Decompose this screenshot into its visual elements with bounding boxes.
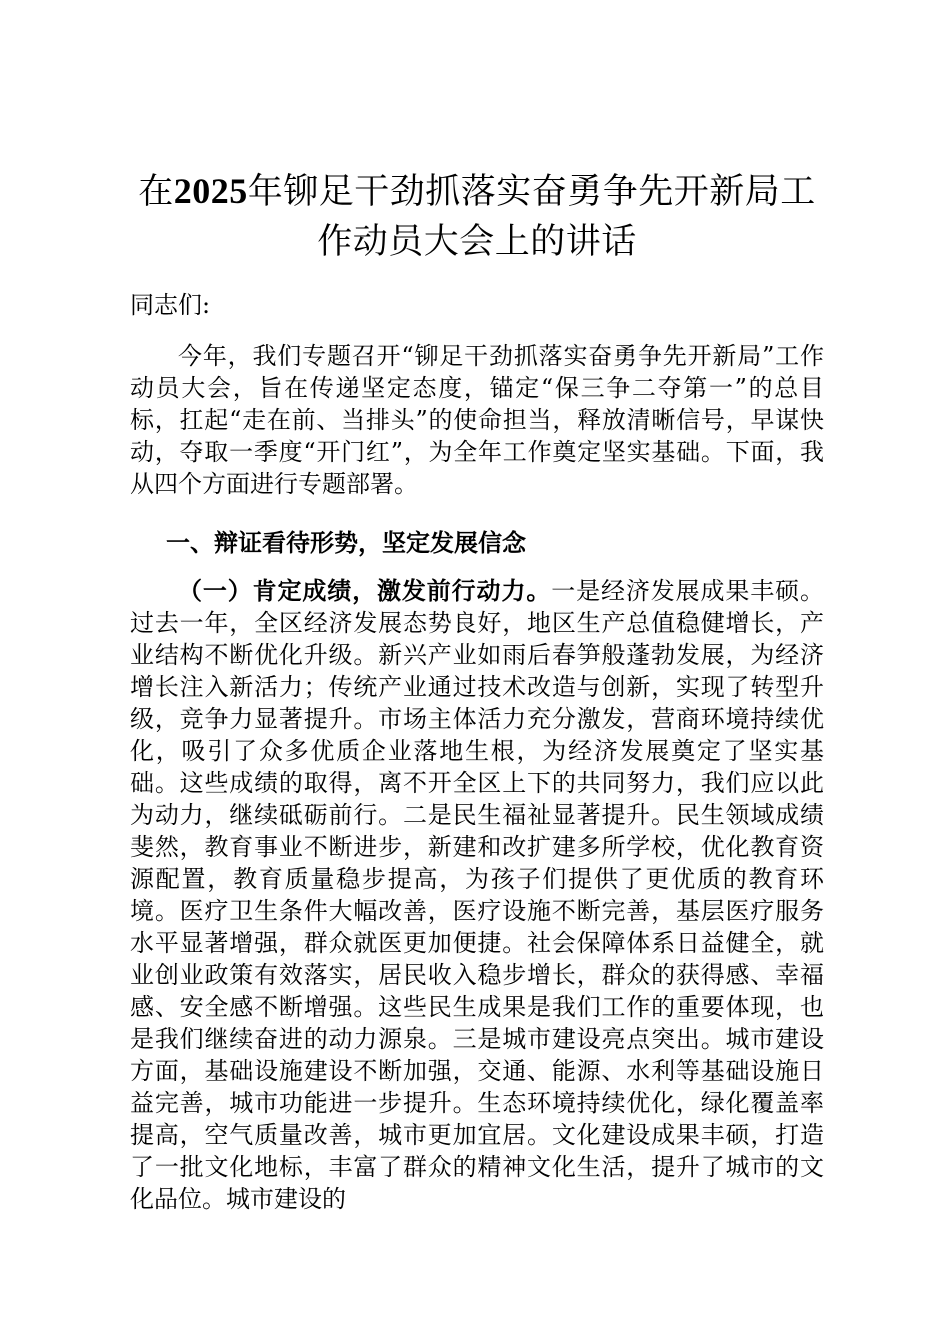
salutation: 同志们: — [130, 291, 211, 319]
title-year: 2025 — [173, 171, 248, 211]
intro-paragraph: 今年，我们专题召开“铆足干劲抓落实奋勇争先开新局”工作动员大会，旨在传递坚定态度，锚定“保三争二夺第一”的总目标，扛起“走在前、当排头”的使命担当，释放清晰信号，早谋快动，夺取一季度“开门红”，为全年工作奠定坚实基础。下面，我从四个方面进行专题部署。 — [130, 342, 824, 498]
document-content — [130, 166, 824, 1215]
subsection-body: 一是经济发展成果丰硕。过去一年，全区经济发展态势良好，地区生产总值稳健增长，产业结构不断优化升级。新兴产业如雨后春笋般蓬勃发展，为经济增长注入新活力；传统产业通过技术改造与创新，实现了转型升级，竞争力显著提升。市场主体活力充分激发，营商环境持续优化，吸引了众多优质企业落地生根，为经济发展奠定了坚实基础。这些成绩的取得，离不开全区上下的共同努力，我们应以此为动力，继续砥砺前行。二是民生福祉显著提升。民生领域成绩斐然，教育事业不断进步，新建和改扩建多所学校，优化教育资源配置，教育质量稳步提高，为孩子们提供了更优质的教育环境。医疗卫生条件大幅改善，医疗设施不断完善，基层医疗服务水平显著增强，群众就医更加便捷。社会保障体系日益健全，就业创业政策有效落实，居民收入稳步增长，群众的获得感、幸福感、安全感不断增强。这些民生成果是我们工作的重要体现，也是我们继续奋进的动力源泉。三是城市建设亮点突出。城市建设方面，基础设施建设不断加强，交通、能源、水利等基础设施日益完善，城市功能进一步提升。生态环境持续优化，绿化覆盖率提高，空气质量改善，城市更加宜居。文化建设成果丰硕，打造了一批文化地标，丰富了群众的精神文化生活，提升了城市的文化品位。城市建设的 — [130, 577, 825, 1213]
title-prefix: 在 — [138, 172, 174, 212]
section-1-paragraph-1 — [130, 575, 824, 1215]
subsection-lead: （一）肯定成绩，激发前行动力。 — [178, 576, 552, 605]
title-suffix: 年铆足干劲抓落实奋勇争先开新局工作动员大会上的讲话 — [247, 172, 816, 262]
section-heading-1: 一、辩证看待形势，坚定发展信念 — [166, 528, 526, 557]
page-title — [130, 166, 824, 267]
